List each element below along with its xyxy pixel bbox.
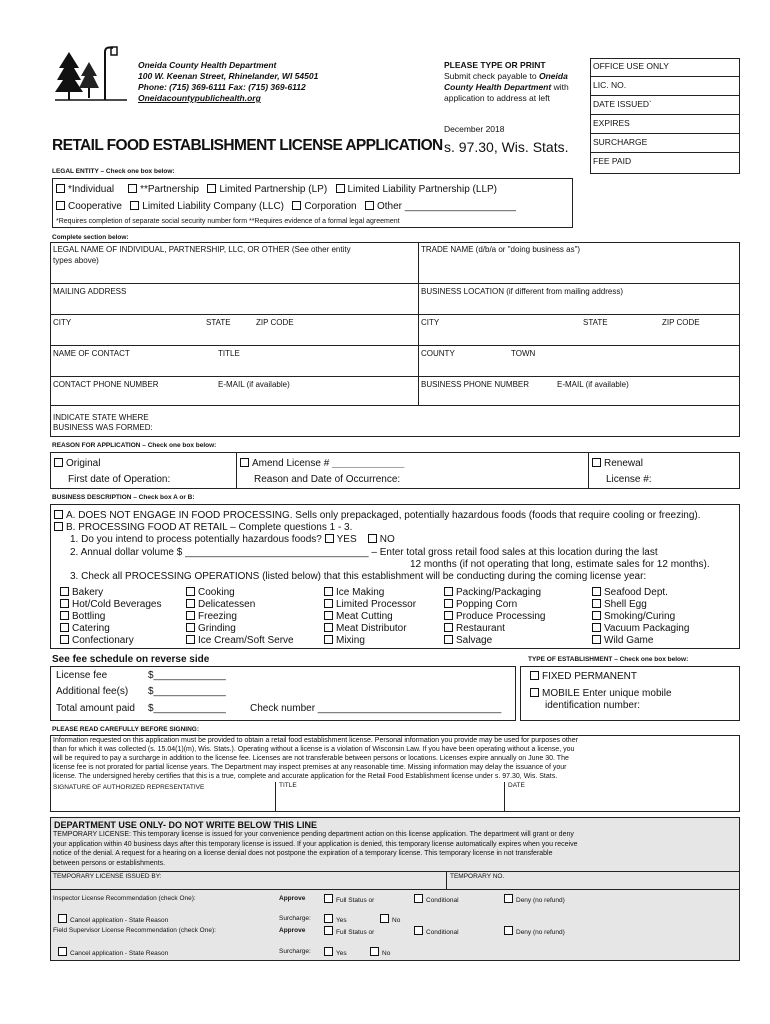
signing-text-line: license fee is not prorated for partial license years. The Department may inspect premises at any reasonable time. Missing information may delay the issuance of your: [53, 764, 567, 771]
processing-op-item[interactable]: [60, 623, 110, 635]
processing-op-label: Freezing: [198, 611, 237, 622]
processing-op-checkbox[interactable]: [444, 599, 453, 608]
individual-checkbox[interactable]: [56, 184, 65, 193]
processing-op-label: Limited Processor: [336, 599, 417, 610]
temp-number-field[interactable]: TEMPORARY NO.: [450, 873, 505, 880]
processing-op-label: Packing/Packaging: [456, 587, 542, 598]
license-fee-input[interactable]: $_____________: [148, 670, 226, 681]
business-zip-field[interactable]: ZIP CODE: [662, 318, 700, 327]
state-formed-field[interactable]: INDICATE STATE WHERE: [53, 413, 149, 422]
processing-op-checkbox[interactable]: [324, 587, 333, 596]
processing-op-item[interactable]: [60, 635, 134, 647]
processing-op-checkbox[interactable]: [592, 623, 601, 632]
reason-original[interactable]: Original: [54, 458, 100, 470]
processing-op-label: Vacuum Packaging: [604, 623, 690, 634]
processing-op-item[interactable]: [60, 587, 103, 599]
processing-op-label: Grinding: [198, 623, 236, 634]
mobile-id-input[interactable]: identification number:: [545, 700, 641, 711]
processing-op-checkbox[interactable]: [592, 635, 601, 644]
inspector-recommendation-label: Inspector License Recommendation (check One):: [53, 895, 196, 902]
supervisor-conditional-checkbox[interactable]: [414, 926, 423, 935]
processing-op-checkbox[interactable]: [444, 635, 453, 644]
inspector-surcharge-yes-checkbox[interactable]: [324, 914, 333, 923]
state-field[interactable]: STATE: [206, 318, 231, 327]
llc-checkbox[interactable]: [130, 201, 139, 210]
processing-op-item[interactable]: [592, 587, 668, 599]
processing-op-checkbox[interactable]: [60, 623, 69, 632]
form-date: December 2018: [444, 124, 505, 134]
processing-op-checkbox[interactable]: [324, 599, 333, 608]
legal-entity-row2: [56, 201, 516, 213]
reason-heading: REASON FOR APPLICATION – Check one box below:: [52, 442, 217, 449]
county-field[interactable]: COUNTY: [421, 349, 455, 358]
processing-op-label: Cooking: [198, 587, 235, 598]
org-phone: Phone: (715) 369-6111 Fax: (715) 369-6112: [138, 82, 306, 92]
signature-date-field[interactable]: DATE: [508, 782, 525, 789]
signing-text-line: Information requested on this application must be provided to obtain a retail food establishment license. Personal information you provide may be used for purposes other: [53, 737, 578, 744]
lp-checkbox[interactable]: [207, 184, 216, 193]
establishment-type-heading: TYPE OF ESTABLISHMENT – Check one box below:: [528, 656, 689, 663]
trade-name-field[interactable]: TRADE NAME (d/b/a or "doing business as"): [421, 245, 581, 254]
establishment-mobile[interactable]: MOBILE Enter unique mobile: [530, 688, 672, 700]
supervisor-conditional[interactable]: Conditional: [414, 926, 459, 936]
processing-op-checkbox[interactable]: [60, 635, 69, 644]
reason-renewal[interactable]: Renewal: [592, 458, 643, 470]
processing-op-checkbox[interactable]: [186, 635, 195, 644]
processing-op-checkbox[interactable]: [186, 587, 195, 596]
department-use-heading: DEPARTMENT USE ONLY- DO NOT WRITE BELOW THIS LINE: [54, 820, 318, 830]
supervisor-deny[interactable]: Deny (no refund): [504, 926, 565, 936]
processing-op-item[interactable]: [592, 599, 647, 611]
processing-op-item[interactable]: [60, 611, 105, 623]
inspector-cancel[interactable]: Cancel application - State Reason: [58, 914, 168, 924]
first-date-field[interactable]: First date of Operation:: [68, 474, 171, 485]
processing-op-label: Confectionary: [72, 635, 134, 646]
processing-op-label: Ice Making: [336, 587, 385, 598]
license-fee-label: License fee: [56, 670, 108, 681]
entity-llp[interactable]: Limited Liability Partnership (LLP): [336, 184, 498, 195]
processing-op-label: Hot/Cold Beverages: [72, 599, 162, 610]
legal-entity-row1: [56, 184, 497, 196]
option-a-checkbox[interactable]: [54, 510, 63, 519]
cooperative-checkbox[interactable]: [56, 201, 65, 210]
supervisor-surcharge-label: Surcharge:: [279, 948, 311, 955]
signing-heading: PLEASE READ CAREFULLY BEFORE SIGNING:: [52, 726, 199, 733]
additional-fees-label: Additional fee(s): [56, 686, 129, 697]
establishment-fixed[interactable]: FIXED PERMANENT: [530, 671, 637, 683]
health-department-logo: [55, 42, 127, 104]
processing-op-item[interactable]: [444, 599, 517, 611]
business-email-field[interactable]: E-MAIL (if available): [557, 380, 629, 389]
processing-op-item[interactable]: [444, 623, 505, 635]
temporary-license-text-line: notice of the denial. A request for a hearing on a license denial does not postpone the expiration of a temporary license. This temporary license in not transferable: [53, 850, 553, 857]
email-field[interactable]: E-MAIL (if available): [218, 380, 290, 389]
print-instruction-line2: County Health Department with: [444, 82, 569, 92]
contact-title-field[interactable]: TITLE: [218, 349, 240, 358]
inspector-cancel-checkbox[interactable]: [58, 914, 67, 923]
processing-op-item[interactable]: [186, 587, 235, 599]
form-title: RETAIL FOOD ESTABLISHMENT LICENSE APPLICATION: [52, 137, 443, 154]
signing-text-line: than for which it was collected (s. 15.04(1)(m), Wis. Stats.). Operating without a license is a violation of Wisconsin Law. If you have been operating without a license, you: [53, 746, 575, 753]
supervisor-surcharge-yes[interactable]: Yes: [324, 947, 347, 957]
inspector-deny[interactable]: Deny (no refund): [504, 894, 565, 904]
supervisor-recommendation-label: Field Supervisor License Recommendation (check One):: [53, 927, 216, 934]
temporary-license-text-line: between persons or establishments.: [53, 859, 166, 867]
office-date-issued: DATE ISSUED`: [590, 96, 740, 115]
processing-op-item[interactable]: [324, 611, 393, 623]
other-checkbox[interactable]: [365, 201, 374, 210]
org-address: 100 W. Keenan Street, Rhinelander, WI 54501: [138, 71, 319, 81]
business-state-field[interactable]: STATE: [583, 318, 608, 327]
processing-op-label: Ice Cream/Soft Serve: [198, 635, 294, 646]
processing-op-label: Restaurant: [456, 623, 505, 634]
processing-op-item[interactable]: [186, 611, 237, 623]
office-expires: EXPIRES: [590, 115, 740, 134]
processing-op-label: Smoking/Curing: [604, 611, 676, 622]
processing-op-item[interactable]: [592, 635, 653, 647]
city-field[interactable]: CITY: [53, 318, 72, 327]
processing-op-label: Bottling: [72, 611, 106, 622]
org-name: Oneida County Health Department: [138, 60, 277, 70]
processing-op-checkbox[interactable]: [592, 599, 601, 608]
business-option-a[interactable]: A. DOES NOT ENGAGE IN FOOD PROCESSING. Sells only prepackaged, potentially hazardous foods (foods that require cooling or freezing).: [54, 510, 701, 522]
form-statute: s. 97.30, Wis. Stats.: [444, 139, 569, 155]
inspector-surcharge-label: Surcharge:: [279, 915, 311, 922]
entity-other[interactable]: Other ____________________: [365, 201, 516, 212]
temp-issued-by-field[interactable]: TEMPORARY LICENSE ISSUED BY:: [53, 873, 162, 880]
office-use-title: OFFICE USE ONLY: [590, 58, 740, 77]
partnership-checkbox[interactable]: [128, 184, 137, 193]
entity-lp[interactable]: Limited Partnership (LP): [207, 184, 327, 195]
office-surcharge: SURCHARGE: [590, 134, 740, 153]
processing-op-item[interactable]: [324, 623, 407, 635]
corporation-checkbox[interactable]: [292, 201, 301, 210]
reason-date-field[interactable]: Reason and Date of Occurrence:: [254, 474, 401, 485]
processing-op-item[interactable]: [592, 623, 689, 635]
inspector-conditional-checkbox[interactable]: [414, 894, 423, 903]
processing-op-checkbox[interactable]: [186, 623, 195, 632]
processing-op-checkbox[interactable]: [60, 587, 69, 596]
contact-phone-field[interactable]: CONTACT PHONE NUMBER: [53, 380, 159, 389]
contact-name-field[interactable]: NAME OF CONTACT: [53, 349, 130, 358]
processing-op-item[interactable]: [186, 635, 294, 647]
question-1: 1. Do you intend to process potentially hazardous foods? YES NO: [70, 534, 395, 545]
signature-field[interactable]: SIGNATURE OF AUTHORIZED REPRESENTATIVE: [53, 784, 205, 791]
inspector-surcharge-yes[interactable]: Yes: [324, 914, 347, 924]
processing-op-item[interactable]: [444, 611, 546, 623]
processing-op-label: Meat Distributor: [336, 623, 407, 634]
processing-op-item[interactable]: [324, 635, 365, 647]
processing-op-label: Salvage: [456, 635, 493, 646]
supervisor-surcharge-no[interactable]: No: [370, 947, 390, 957]
processing-op-label: Meat Cutting: [336, 611, 393, 622]
processing-op-checkbox[interactable]: [444, 623, 453, 632]
office-fee-paid: FEE PAID: [593, 156, 632, 166]
fixed-checkbox[interactable]: [530, 671, 539, 680]
entity-individual[interactable]: *Individual: [56, 184, 114, 195]
processing-op-label: Wild Game: [604, 635, 654, 646]
info-grid: [50, 242, 740, 437]
processing-op-label: Produce Processing: [456, 611, 546, 622]
processing-op-checkbox[interactable]: [324, 623, 333, 632]
total-paid-input[interactable]: $_____________: [148, 703, 226, 714]
processing-op-checkbox[interactable]: [592, 587, 601, 596]
state-formed-field-cont: BUSINESS WAS FORMED:: [53, 423, 153, 432]
mailing-address-field[interactable]: MAILING ADDRESS: [53, 287, 127, 296]
processing-op-label: Bakery: [72, 587, 104, 598]
supervisor-cancel[interactable]: Cancel application - State Reason: [58, 947, 168, 957]
question-2[interactable]: 2. Annual dollar volume $ _________________________________ – Enter total gross retail food sales at this location during the last: [70, 547, 658, 558]
legal-entity-heading: LEGAL ENTITY – Check one box below:: [52, 168, 175, 175]
processing-op-label: Seafood Dept.: [604, 587, 668, 598]
renewal-checkbox[interactable]: [592, 458, 601, 467]
question-3: 3. Check all PROCESSING OPERATIONS (listed below) that this establishment will be conducting during the coming license year:: [70, 571, 647, 582]
inspector-conditional[interactable]: Conditional: [414, 894, 459, 904]
legal-name-field-cont: types above): [53, 256, 99, 265]
processing-op-label: Popping Corn: [456, 599, 518, 610]
entity-partnership[interactable]: **Partnership: [128, 184, 199, 195]
inspector-approve-label: Approve: [279, 895, 306, 902]
legal-entity-note: *Requires completion of separate social security number form **Requires evidence of a formal legal agreement: [56, 218, 400, 225]
processing-op-item[interactable]: [444, 635, 492, 647]
fee-schedule-heading: See fee schedule on reverse side: [52, 654, 210, 665]
business-location-field[interactable]: BUSINESS LOCATION (if different from mailing address): [421, 287, 623, 296]
inspector-surcharge-no[interactable]: No: [380, 914, 400, 924]
processing-op-checkbox[interactable]: [324, 635, 333, 644]
inspector-deny-checkbox[interactable]: [504, 894, 513, 903]
renewal-license-field[interactable]: License #:: [606, 474, 652, 485]
mobile-checkbox[interactable]: [530, 688, 539, 697]
entity-llc[interactable]: Limited Liability Company (LLC): [130, 201, 284, 212]
processing-op-checkbox[interactable]: [186, 611, 195, 620]
processing-op-checkbox[interactable]: [444, 587, 453, 596]
processing-op-label: Shell Egg: [604, 599, 647, 610]
business-option-b[interactable]: B. PROCESSING FOOD AT RETAIL – Complete questions 1 - 3.: [54, 522, 352, 534]
supervisor-deny-checkbox[interactable]: [504, 926, 513, 935]
processing-op-label: Mixing: [336, 635, 365, 646]
option-b-checkbox[interactable]: [54, 522, 63, 531]
supervisor-surcharge-no-checkbox[interactable]: [370, 947, 379, 956]
processing-op-checkbox[interactable]: [60, 599, 69, 608]
original-checkbox[interactable]: [54, 458, 63, 467]
inspector-full-status[interactable]: Full Status or: [324, 894, 374, 904]
signer-title-field[interactable]: TITLE: [279, 782, 297, 789]
business-heading: BUSINESS DESCRIPTION – Check box A or B:: [52, 494, 195, 501]
supervisor-full-status-checkbox[interactable]: [324, 926, 333, 935]
processing-op-item[interactable]: [592, 611, 675, 623]
signing-text-line: will be required to pay a surcharge in addition to the license fee. Licenses are not transferable between persons or locations. Licenses expire annually on June 30. The: [53, 755, 569, 762]
temporary-license-text-line: TEMPORARY LICENSE: This temporary license is issued for your convenience pending department action on this license application. The department will grant or deny: [53, 831, 574, 838]
info-heading: Complete section below:: [52, 234, 129, 241]
q1-yes-checkbox[interactable]: [325, 534, 334, 543]
print-instruction-line3: application to address at left: [444, 93, 550, 103]
processing-op-label: Delicatessen: [198, 599, 256, 610]
business-phone-field[interactable]: BUSINESS PHONE NUMBER: [421, 380, 530, 389]
processing-op-item[interactable]: [324, 599, 416, 611]
inspector-full-status-checkbox[interactable]: [324, 894, 333, 903]
processing-op-checkbox[interactable]: [444, 611, 453, 620]
supervisor-surcharge-yes-checkbox[interactable]: [324, 947, 333, 956]
processing-op-checkbox[interactable]: [60, 611, 69, 620]
legal-name-field[interactable]: LEGAL NAME OF INDIVIDUAL, PARTNERSHIP, LLC, OR OTHER (See other entity: [53, 245, 351, 254]
amend-checkbox[interactable]: [240, 458, 249, 467]
org-website-link[interactable]: Oneidacountypublichealth.org: [138, 93, 261, 103]
inspector-surcharge-no-checkbox[interactable]: [380, 914, 389, 923]
processing-op-item[interactable]: [324, 587, 384, 599]
llp-checkbox[interactable]: [336, 184, 345, 193]
entity-cooperative[interactable]: Cooperative: [56, 201, 122, 212]
total-paid-label: Total amount paid: [56, 703, 135, 714]
signing-text-line: license. The undersigned hereby certifies that this is a true, complete and accurate application for the Retail Food Establishment license under s. 97.30, Wis. Stats.: [53, 773, 558, 780]
processing-op-checkbox[interactable]: [186, 599, 195, 608]
zip-field[interactable]: ZIP CODE: [256, 318, 294, 327]
processing-op-checkbox[interactable]: [324, 611, 333, 620]
print-instruction-line1: Submit check payable to Oneida: [444, 71, 568, 81]
print-instruction-title: PLEASE TYPE OR PRINT: [444, 60, 546, 70]
business-city-field[interactable]: CITY: [421, 318, 440, 327]
temporary-license-text-line: your application within 40 business days after this temporary license is issued. If your application is denied, this temporary license automatically expires when you receive: [53, 840, 578, 848]
additional-fees-input[interactable]: $_____________: [148, 686, 226, 697]
processing-op-item[interactable]: [186, 599, 255, 611]
supervisor-full-status[interactable]: Full Status or: [324, 926, 374, 936]
processing-op-label: Catering: [72, 623, 110, 634]
processing-op-item[interactable]: [60, 599, 162, 611]
reason-amend[interactable]: Amend License # _____________: [240, 458, 404, 470]
entity-corporation[interactable]: Corporation: [292, 201, 356, 212]
question-2-cont: 12 months (if not operating that long, estimate sales for 12 months).: [410, 559, 710, 570]
q1-no-checkbox[interactable]: [368, 534, 377, 543]
office-lic-no: LIC. NO.: [590, 77, 740, 96]
processing-op-item[interactable]: [186, 623, 236, 635]
supervisor-cancel-checkbox[interactable]: [58, 947, 67, 956]
processing-op-checkbox[interactable]: [592, 611, 601, 620]
supervisor-approve-label: Approve: [279, 927, 306, 934]
town-field[interactable]: TOWN: [511, 349, 536, 358]
check-number-input[interactable]: Check number _________________________________: [250, 703, 502, 714]
processing-op-item[interactable]: [444, 587, 541, 599]
